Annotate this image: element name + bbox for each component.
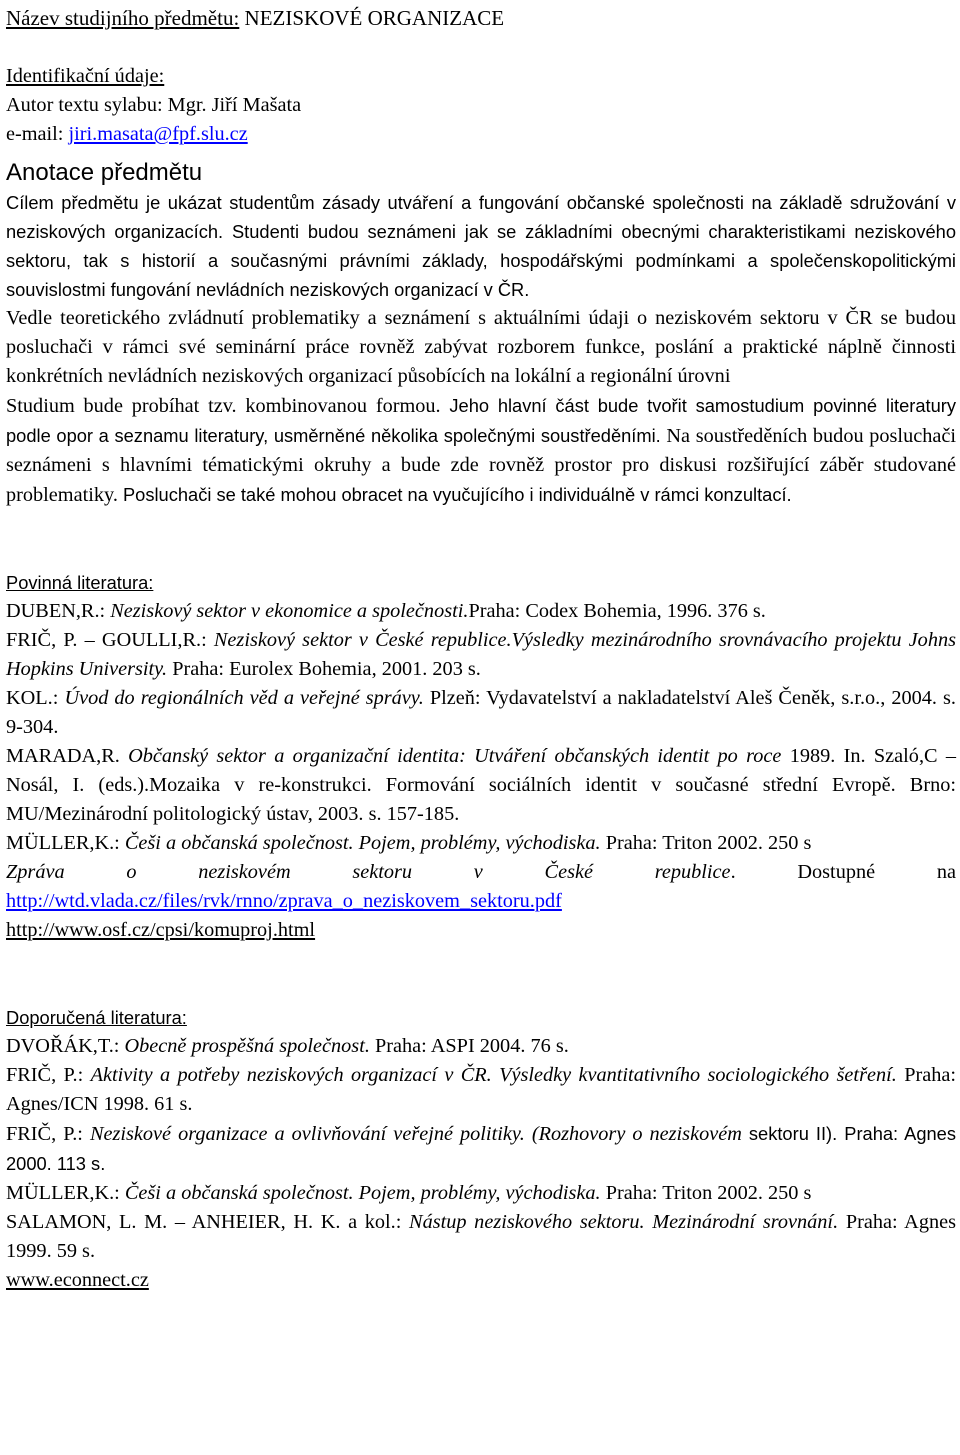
- author-line: Autor textu sylabu: Mgr. Jiří Mašata: [6, 94, 302, 116]
- annotation-paragraph-1: [6, 188, 956, 304]
- required-link-1[interactable]: http://wtd.vlada.cz/files/rvk/rnno/zprava_o_neziskovem_sektoru.pdf: [6, 890, 562, 912]
- ref-title: Češi a občanská společnost. Pojem, problémy, východiska.: [124, 1182, 601, 1204]
- ref-title: Neziskový sektor v ekonomice a společnosti.: [110, 600, 469, 622]
- annotation-p3c: Na soustředěních budou posluchači seznámeni s hlavními tématickými okruhy a bude zde rovněž prostor pro diskusi rozšiřující záběr studované problematiky.: [6, 425, 956, 506]
- annotation-p3b: Jeho hlavní část bude tvořit samostudium povinné literatury podle opor a seznamu literatury, usměrněné několika společnými soustředěními.: [6, 395, 956, 446]
- recommended-ref-2: [6, 1061, 956, 1119]
- annotation-title: Anotace předmětu: [6, 159, 203, 186]
- email-label: e-mail:: [6, 123, 64, 145]
- ref-rest: Praha: Agnes/ICN 1998. 61 s.: [6, 1064, 956, 1115]
- ref-title: Úvod do regionálních věd a veřejné správy.: [64, 687, 424, 709]
- ref-author: KOL.:: [6, 687, 59, 709]
- ref-rest: Praha: Triton 2002. 250 s: [605, 1182, 812, 1204]
- ref-rest: Praha: ASPI 2004. 76 s.: [374, 1035, 569, 1057]
- annotation-paragraph-2: Vedle teoretického zvládnutí problematiky a seznámení s aktuálními údaji o neziskovém sektoru v ČR se budou posluchači v rámci své seminární práce rovněž zabývat rozborem funkce, poslání a praktické náplně činnosti konkrétních nevládních neziskových organizací působících na lokální a regionální úrovni: [6, 307, 956, 387]
- ref-title: Obecně prospěšná společnost.: [124, 1035, 370, 1057]
- ident-label: Identifikační údaje:: [6, 65, 165, 87]
- recommended-ref-4: [6, 1179, 956, 1208]
- ref-author: MÜLLER,K.:: [6, 832, 120, 854]
- email-line: [6, 120, 956, 149]
- ref-title: Češi a občanská společnost. Pojem, problémy, východiska.: [124, 832, 601, 854]
- required-ref-2: [6, 626, 956, 684]
- ref-title: Aktivity a potřeby neziskových organizací v ČR. Výsledky kvantitativního sociologického šetření.: [90, 1064, 897, 1086]
- ref-author: DVOŘÁK,T.:: [6, 1035, 120, 1057]
- recommended-literature-title: Doporučená literatura:: [6, 1007, 187, 1028]
- ref-author: FRIČ, P. – GOULLI,R.:: [6, 629, 207, 651]
- ref-rest: Plzeň: Vydavatelství a nakladatelství Aleš Čeněk, s.r.o., 2004. s. 9-304.: [6, 687, 956, 738]
- ref-author: FRIČ, P.:: [6, 1123, 83, 1145]
- required-ref-6: [6, 858, 956, 887]
- required-ref-4: [6, 742, 956, 829]
- required-ref-3: [6, 684, 956, 742]
- ref-title: Nástup neziskového sektoru. Mezinárodní srovnání.: [409, 1211, 839, 1233]
- ref-rest: 1989. In. Szaló,C – Nosál, I. (eds.).Mozaika v re-konstrukci. Formování sociálních identit v současné střední Evropě. Brno: MU/Mezinárodní politologický ústav, 2003. s. 157-185.: [6, 745, 956, 825]
- recommended-ref-1: [6, 1032, 956, 1061]
- ref-title: Neziskový sektor v České republice.Výsledky mezinárodního srovnávacího projektu Johns Hopkins University.: [6, 629, 956, 680]
- ref-rest: sektoru II). Praha: Agnes 2000. 113 s.: [6, 1123, 956, 1174]
- ref-title: Zpráva o neziskovém sektoru v České republice: [6, 861, 731, 883]
- ref-rest: Praha: Codex Bohemia, 1996. 376 s.: [468, 600, 766, 622]
- syllabus-page: [6, 4, 956, 1295]
- required-ref-1: [6, 597, 956, 626]
- annotation-p3d: Posluchači se také mohou obracet na vyučujícího i individuálně v rámci konzultací.: [122, 484, 792, 505]
- ref-rest: Praha: Agnes 1999. 59 s.: [6, 1211, 956, 1262]
- email-link[interactable]: jiri.masata@fpf.slu.cz: [68, 123, 248, 145]
- course-name: NEZISKOVÉ ORGANIZACE: [244, 6, 505, 30]
- required-link-1-line: [6, 887, 956, 916]
- course-label: Název studijního předmětu:: [6, 6, 240, 30]
- ref-rest: . Dostupné na: [730, 861, 957, 883]
- annotation-p1-serif: Cílem předmětu je ukázat studentům zásady utváření a fungování občanské společnosti na základě sdružování v neziskových organizacích.: [6, 192, 956, 242]
- annotation-p3a: Studium bude probíhat tzv. kombinovanou formou.: [6, 395, 441, 417]
- required-ref-5: [6, 829, 956, 858]
- recommended-link[interactable]: www.econnect.cz: [6, 1269, 149, 1291]
- required-link-2-line: [6, 916, 956, 945]
- ref-rest: Praha: Triton 2002. 250 s: [605, 832, 812, 854]
- ref-author: FRIČ, P.:: [6, 1064, 84, 1086]
- annotation-p1-sans: Studenti budou seznámeni jak se základními obecnými charakteristikami neziskového sektoru, tak s historií a současnými právními základy, hospodářskými podmínkami a společenskopolitickými souvislostmi fungování nevládních neziskových organizací v ČR.: [6, 221, 956, 300]
- ref-title: Občanský sektor a organizační identita: Utváření občanských identit po roce: [128, 745, 782, 767]
- required-link-2[interactable]: http://www.osf.cz/cpsi/komuproj.html: [6, 919, 316, 941]
- recommended-link-line: [6, 1266, 956, 1295]
- ref-author: DUBEN,R.:: [6, 600, 106, 622]
- ref-author: SALAMON, L. M. – ANHEIER, H. K. a kol.:: [6, 1211, 402, 1233]
- ref-rest: Praha: Eurolex Bohemia, 2001. 203 s.: [172, 658, 481, 680]
- required-literature-title: Povinná literatura:: [6, 572, 154, 593]
- ref-author: MARADA,R.: [6, 745, 120, 767]
- course-title-line: [6, 4, 956, 33]
- ref-author: MÜLLER,K.:: [6, 1182, 120, 1204]
- recommended-ref-3: [6, 1119, 956, 1179]
- ref-title: Neziskové organizace a ovlivňování veřejné politiky. (Rozhovory o neziskovém: [89, 1123, 742, 1145]
- recommended-ref-5: [6, 1208, 956, 1266]
- annotation-paragraph-3: [6, 391, 956, 510]
